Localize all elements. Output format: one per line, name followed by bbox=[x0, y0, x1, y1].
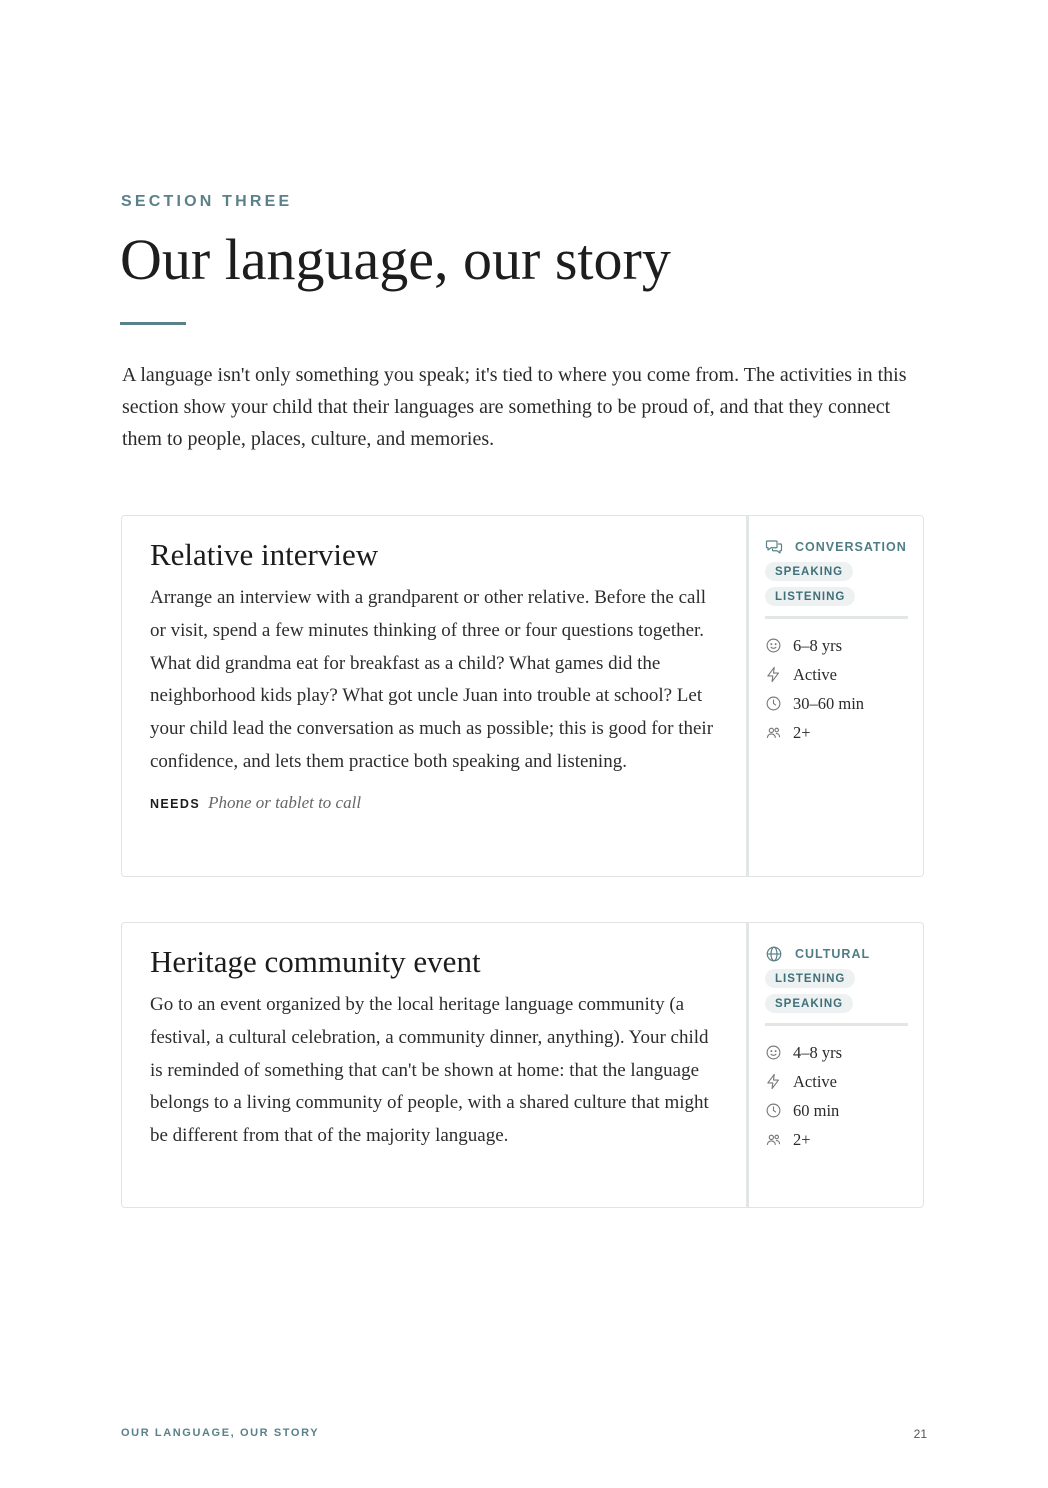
people-icon bbox=[765, 724, 782, 741]
clock-icon bbox=[765, 695, 782, 712]
activity-sidebar bbox=[749, 516, 923, 876]
title-underline bbox=[120, 322, 186, 325]
meta-energy bbox=[765, 660, 907, 689]
lightning-icon bbox=[765, 1073, 782, 1090]
globe-icon bbox=[765, 945, 783, 963]
category-label: CULTURAL bbox=[795, 947, 871, 961]
activity-needs bbox=[150, 793, 720, 813]
skill-tag: SPEAKING bbox=[765, 562, 853, 581]
energy-level: Active bbox=[793, 664, 837, 684]
lightning-icon bbox=[765, 666, 782, 683]
duration: 30–60 min bbox=[793, 693, 865, 713]
meta-age bbox=[765, 1038, 907, 1067]
chat-bubbles-icon bbox=[765, 538, 783, 556]
energy-level: Active bbox=[793, 1071, 837, 1091]
activity-card-relative-interview bbox=[121, 515, 924, 877]
activity-main bbox=[122, 923, 746, 1207]
activity-sidebar bbox=[749, 923, 923, 1207]
needs-label: NEEDS bbox=[150, 796, 201, 811]
section-intro: A language isn't only something you speak; it's tied to where you come from. The activities in this section show your child that their languages are something to be proud of, and that they connect them to people, places, culture, and memories. bbox=[122, 364, 907, 450]
age-range: 4–8 yrs bbox=[793, 1042, 843, 1062]
duration: 60 min bbox=[793, 1100, 840, 1120]
category-label: CONVERSATION bbox=[795, 540, 907, 554]
group-size: 2+ bbox=[793, 722, 811, 742]
group-size: 2+ bbox=[793, 1129, 811, 1149]
activity-main bbox=[122, 516, 746, 876]
clock-icon bbox=[765, 1102, 782, 1119]
activity-description: Arrange an interview with a grandparent or other relative. Before the call or visit, spend a few minutes thinking of three or four questions together. What did grandma eat for breakfast as a child? What games did the neighborhood kids play? What got uncle Juan into trouble at school? Let your child lead the conversation as much as possible; this is good for their confidence, and lets them practice both speaking and listening. bbox=[150, 587, 714, 772]
activity-category bbox=[765, 538, 907, 556]
activity-title: Heritage community event bbox=[150, 944, 481, 979]
page-number: 21 bbox=[913, 1427, 927, 1441]
meta-energy bbox=[765, 1067, 907, 1096]
footer-running-title: OUR LANGUAGE, OUR STORY bbox=[121, 1427, 320, 1439]
smiley-icon bbox=[765, 1044, 782, 1061]
activity-card-heritage-community-event bbox=[121, 922, 924, 1208]
skill-tags bbox=[765, 556, 907, 606]
needs-value: Phone or tablet to call bbox=[208, 792, 362, 812]
section-eyebrow: SECTION THREE bbox=[121, 193, 293, 210]
skill-tag: LISTENING bbox=[765, 969, 855, 988]
meta-group-size bbox=[765, 1125, 907, 1154]
skill-tag: LISTENING bbox=[765, 587, 855, 606]
meta-duration bbox=[765, 1096, 907, 1125]
meta-group-size bbox=[765, 718, 907, 747]
age-range: 6–8 yrs bbox=[793, 635, 843, 655]
sidebar-divider bbox=[765, 616, 908, 619]
skill-tag: SPEAKING bbox=[765, 994, 853, 1013]
activity-description: Go to an event organized by the local heritage language community (a festival, a cultural celebration, a community dinner, anything). Your child is reminded of something that can't be shown at home: that the language belongs to a living community of people, with a shared culture that might be different from that of the majority language. bbox=[150, 994, 709, 1147]
activity-category bbox=[765, 945, 907, 963]
meta-duration bbox=[765, 689, 907, 718]
sidebar-divider bbox=[765, 1023, 908, 1026]
page-title: Our language, our story bbox=[120, 227, 671, 292]
smiley-icon bbox=[765, 637, 782, 654]
meta-age bbox=[765, 631, 907, 660]
activity-title: Relative interview bbox=[150, 537, 379, 572]
skill-tags bbox=[765, 963, 907, 1013]
people-icon bbox=[765, 1131, 782, 1148]
